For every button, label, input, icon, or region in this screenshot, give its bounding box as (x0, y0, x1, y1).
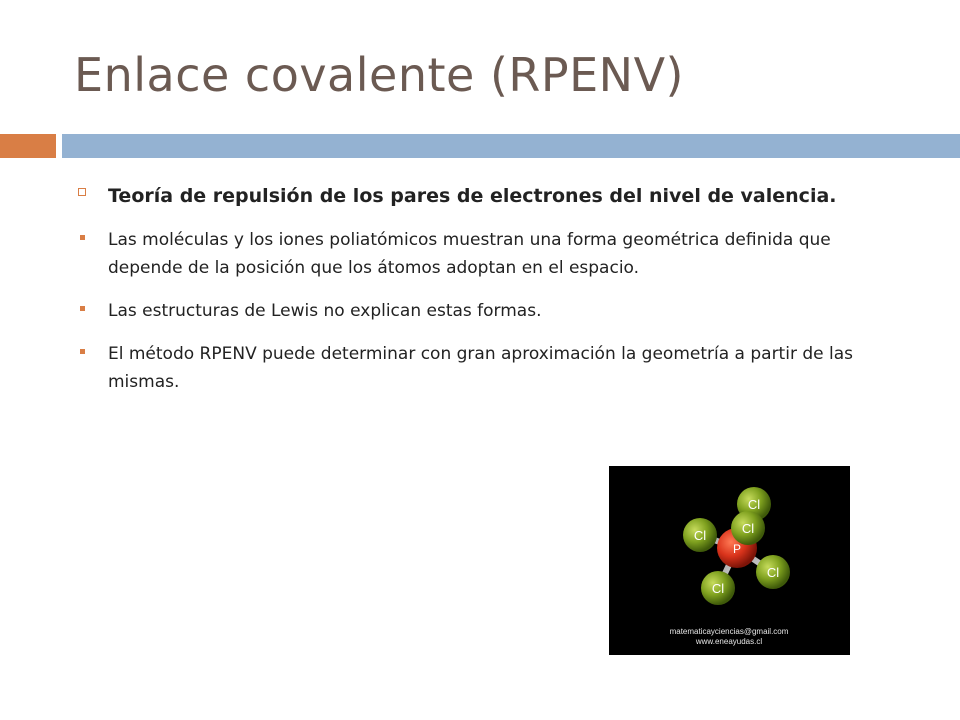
credit-website: www.eneayudas.cl (695, 637, 763, 646)
molecule-illustration (609, 466, 850, 655)
list-item-text: Las estructuras de Lewis no explican estas formas. (108, 301, 542, 321)
accent-bar-blue (62, 134, 960, 158)
list-item-text: Las moléculas y los iones poliatómicos muestran una forma geométrica definida que depende de la posición que los átomos adoptan en el espacio. (108, 230, 831, 278)
hollow-square-bullet-icon (78, 188, 86, 196)
slide-content (74, 176, 904, 411)
sub-bullet-list (74, 226, 904, 396)
square-bullet-icon (80, 349, 85, 354)
molecule-image (609, 466, 850, 655)
list-item (74, 226, 904, 282)
credit-email: matematicayciencias@gmail.com (669, 627, 789, 636)
svg-text:Cl: Cl (711, 581, 725, 596)
list-item-text: El método RPENV puede determinar con gran aproximación la geometría a partir de las mismas. (108, 344, 853, 392)
main-bullet-text: Teoría de repulsión de los pares de electrones del nivel de valencia. (108, 185, 837, 207)
main-bullet (74, 176, 904, 216)
svg-text:Cl: Cl (693, 528, 707, 543)
svg-text:P: P (732, 542, 742, 556)
slide-title: Enlace covalente (RPENV) (74, 48, 684, 102)
chlorine-atom (731, 511, 765, 545)
list-item (74, 297, 904, 325)
svg-text:Cl: Cl (766, 565, 780, 580)
svg-text:Cl: Cl (741, 521, 755, 536)
chlorine-atom (756, 555, 790, 589)
accent-bar-orange (0, 134, 56, 158)
list-item (74, 340, 904, 396)
square-bullet-icon (80, 306, 85, 311)
svg-text:Cl: Cl (747, 497, 761, 512)
chlorine-atom (701, 571, 735, 605)
chlorine-atom (683, 518, 717, 552)
square-bullet-icon (80, 235, 85, 240)
